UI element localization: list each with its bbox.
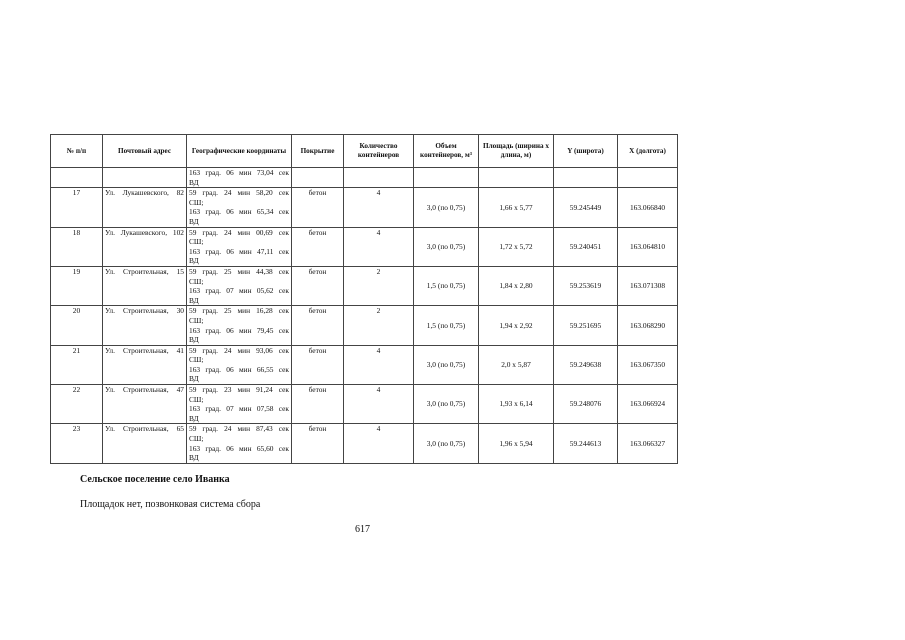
container-sites-table [50, 134, 678, 464]
cell-area: 1,84 х 2,80 [479, 266, 554, 305]
header-longitude: X (долгота) [618, 135, 678, 168]
cell-cover: бетон [292, 306, 344, 345]
cell-coords: 59 град. 25 мин 16,28 сек СШ; 163 град. 06 мин 79,45 сек ВД [187, 306, 292, 345]
table-row [51, 385, 678, 424]
cell-address: Ул. Строительная, 30 [103, 306, 187, 345]
cell-cover: бетон [292, 227, 344, 266]
cell-latitude: 59.244613 [554, 424, 618, 463]
cell-address: Ул. Лукашевского, 102 [103, 227, 187, 266]
cell-num: 18 [51, 227, 103, 266]
cell-area: 2,0 х 5,87 [479, 345, 554, 384]
table-header-row [51, 135, 678, 168]
cell-num: 17 [51, 188, 103, 227]
cell-coords: 59 град. 24 мин 58,20 сек СШ; 163 град. 06 мин 65,34 сек ВД [187, 188, 292, 227]
header-cover: Покрытие [292, 135, 344, 168]
cell-longitude: 163.068290 [618, 306, 678, 345]
cell-longitude: 163.066840 [618, 188, 678, 227]
header-count: Количество контейнеров [344, 135, 414, 168]
cell-area: 1,93 х 6,14 [479, 385, 554, 424]
table-row [51, 345, 678, 384]
cell-volume: 1,5 (по 0,75) [414, 306, 479, 345]
cell-address: Ул. Строительная, 15 [103, 266, 187, 305]
cell-count: 2 [344, 306, 414, 345]
cell-num: 23 [51, 424, 103, 463]
cell-longitude: 163.067350 [618, 345, 678, 384]
header-area: Площадь (ширина х длина, м) [479, 135, 554, 168]
cell-coords: 59 град. 24 мин 87,43 сек СШ; 163 град. 06 мин 65,60 сек ВД [187, 424, 292, 463]
cell-longitude: 163.066924 [618, 385, 678, 424]
table-row [51, 306, 678, 345]
cell-latitude: 59.240451 [554, 227, 618, 266]
cell-latitude: 59.251695 [554, 306, 618, 345]
continuation-coords: 163 град. 06 мин 73,04 сек ВД [187, 168, 292, 188]
cell-longitude: 163.066327 [618, 424, 678, 463]
cell-coords: 59 град. 25 мин 44,38 сек СШ; 163 град. 07 мин 05,62 сек ВД [187, 266, 292, 305]
header-volume: Объем контейнеров, м³ [414, 135, 479, 168]
cell-address: Ул. Строительная, 65 [103, 424, 187, 463]
table-row [51, 424, 678, 463]
cell-num: 20 [51, 306, 103, 345]
cell-longitude: 163.064810 [618, 227, 678, 266]
cell-cover: бетон [292, 188, 344, 227]
cell-volume: 3,0 (по 0,75) [414, 227, 479, 266]
header-num: № п/п [51, 135, 103, 168]
page-number: 617 [355, 524, 370, 535]
cell-count: 4 [344, 227, 414, 266]
cell-latitude: 59.249638 [554, 345, 618, 384]
cell-latitude: 59.253619 [554, 266, 618, 305]
cell-area: 1,66 х 5,77 [479, 188, 554, 227]
cell-num: 19 [51, 266, 103, 305]
cell-volume: 3,0 (по 0,75) [414, 385, 479, 424]
cell-coords: 59 град. 23 мин 91,24 сек СШ; 163 град. 07 мин 07,58 сек ВД [187, 385, 292, 424]
cell-count: 4 [344, 385, 414, 424]
cell-count: 2 [344, 266, 414, 305]
table-row [51, 188, 678, 227]
cell-count: 4 [344, 345, 414, 384]
header-coords: Географические координаты [187, 135, 292, 168]
continuation-row [51, 168, 678, 188]
section-title: Сельское поселение село Иванка [80, 474, 230, 485]
cell-volume: 3,0 (по 0,75) [414, 188, 479, 227]
cell-address: Ул. Строительная, 41 [103, 345, 187, 384]
cell-latitude: 59.248076 [554, 385, 618, 424]
cell-cover: бетон [292, 424, 344, 463]
cell-area: 1,72 х 5,72 [479, 227, 554, 266]
cell-coords: 59 град. 24 мин 00,69 сек СШ; 163 град. 06 мин 47,11 сек ВД [187, 227, 292, 266]
cell-cover: бетон [292, 266, 344, 305]
cell-num: 21 [51, 345, 103, 384]
cell-cover: бетон [292, 345, 344, 384]
cell-volume: 3,0 (по 0,75) [414, 345, 479, 384]
cell-latitude: 59.245449 [554, 188, 618, 227]
cell-num: 22 [51, 385, 103, 424]
cell-volume: 3,0 (по 0,75) [414, 424, 479, 463]
cell-address: Ул. Лукашевского, 82 [103, 188, 187, 227]
cell-area: 1,94 х 2,92 [479, 306, 554, 345]
cell-area: 1,96 х 5,94 [479, 424, 554, 463]
header-address: Почтовый адрес [103, 135, 187, 168]
cell-coords: 59 град. 24 мин 93,06 сек СШ; 163 град. 06 мин 66,55 сек ВД [187, 345, 292, 384]
cell-longitude: 163.071308 [618, 266, 678, 305]
cell-count: 4 [344, 424, 414, 463]
table-row [51, 227, 678, 266]
table-row [51, 266, 678, 305]
header-latitude: Y (широта) [554, 135, 618, 168]
cell-cover: бетон [292, 385, 344, 424]
cell-address: Ул. Строительная, 47 [103, 385, 187, 424]
cell-count: 4 [344, 188, 414, 227]
cell-volume: 1,5 (по 0,75) [414, 266, 479, 305]
section-note: Площадок нет, позвонковая система сбора [80, 499, 261, 510]
